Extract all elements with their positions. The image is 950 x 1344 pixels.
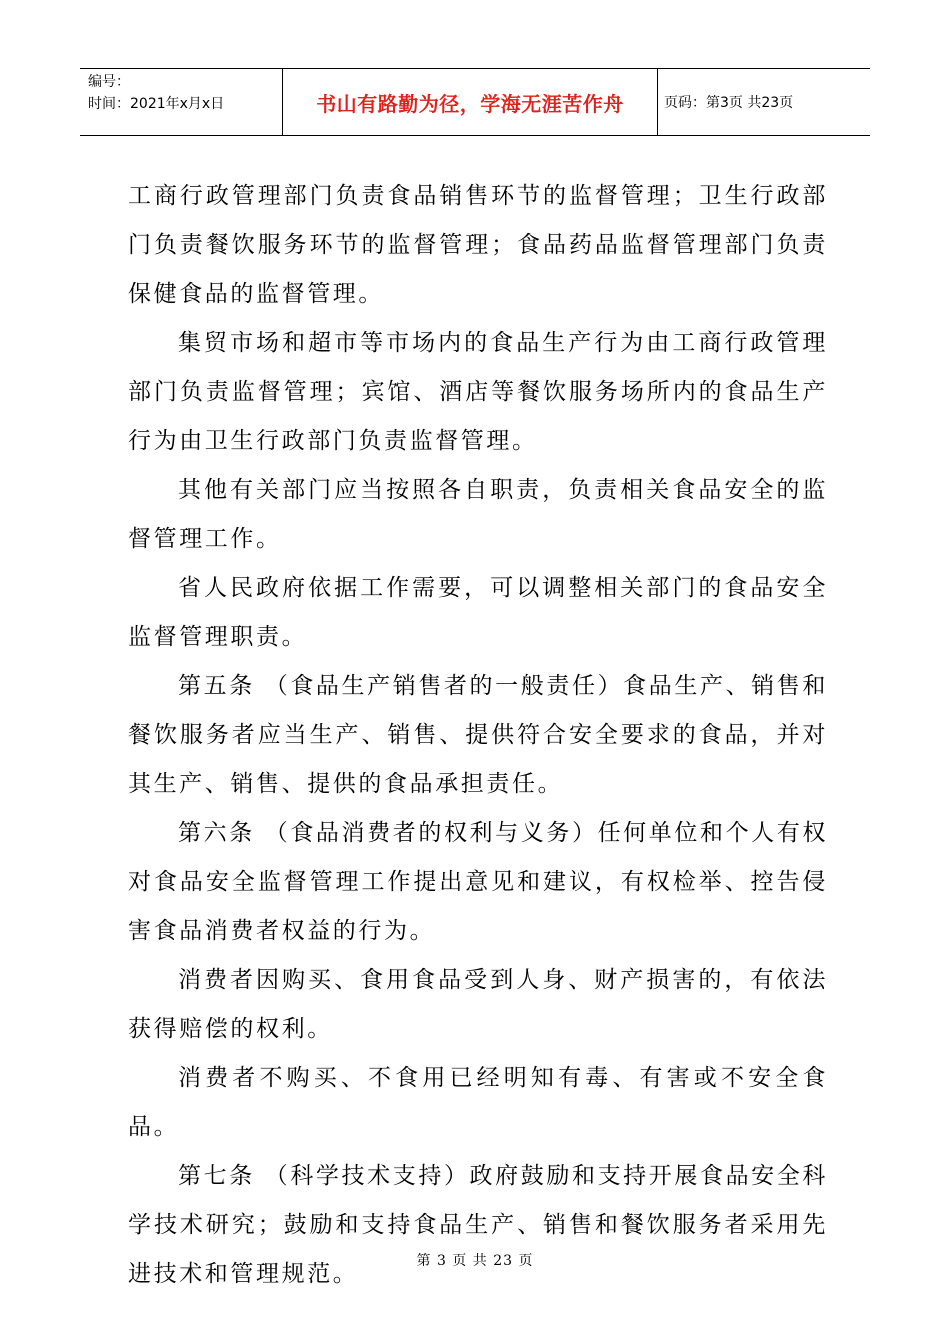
document-body — [128, 172, 828, 1299]
page-footer: 第 3 页 共 23 页 — [416, 1253, 534, 1269]
paragraph: 其他有关部门应当按照各自职责，负责相关食品安全的监督管理工作。 — [128, 477, 828, 552]
header-motto-cell — [283, 69, 658, 135]
article-6-paragraph: 第六条 （食品消费者的权利与义务）任何单位和个人有权对食品安全监督管理工作提出意见和建议，有权检举、控告侵害食品消费者权益的行为。 — [128, 820, 828, 944]
document-date-label: 时间：2021年x月x日 — [88, 96, 225, 112]
paragraph-continued: 工商行政管理部门负责食品销售环节的监督管理；卫生行政部门负责餐饮服务环节的监督管理；食品药品监督管理部门负责保健食品的监督管理。 — [128, 183, 828, 307]
header-meta-cell — [80, 69, 283, 135]
paragraph: 省人民政府依据工作需要，可以调整相关部门的食品安全监督管理职责。 — [128, 575, 828, 650]
document-number-label: 编号： — [88, 74, 130, 90]
header-page-info: 页码：第3页 共23页 — [664, 95, 794, 111]
paragraph: 集贸市场和超市等市场内的食品生产行为由工商行政管理部门负责监督管理；宾馆、酒店等餐饮服务场所内的食品生产行为由卫生行政部门负责监督管理。 — [128, 330, 828, 454]
article-5-paragraph: 第五条 （食品生产销售者的一般责任）食品生产、销售和餐饮服务者应当生产、销售、提供符合安全要求的食品，并对其生产、销售、提供的食品承担责任。 — [128, 673, 828, 797]
header-page-cell — [658, 69, 870, 135]
article-7-paragraph: 第七条 （科学技术支持）政府鼓励和支持开展食品安全科学技术研究；鼓励和支持食品生产、销售和餐饮服务者采用先进技术和管理规范。 — [128, 1163, 828, 1287]
paragraph: 消费者不购买、不食用已经明知有毒、有害或不安全食品。 — [128, 1065, 828, 1140]
document-header — [80, 68, 870, 136]
header-motto: 书山有路勤为径，学海无涯苦作舟 — [316, 91, 624, 116]
paragraph: 消费者因购买、食用食品受到人身、财产损害的，有依法获得赔偿的权利。 — [128, 967, 828, 1042]
